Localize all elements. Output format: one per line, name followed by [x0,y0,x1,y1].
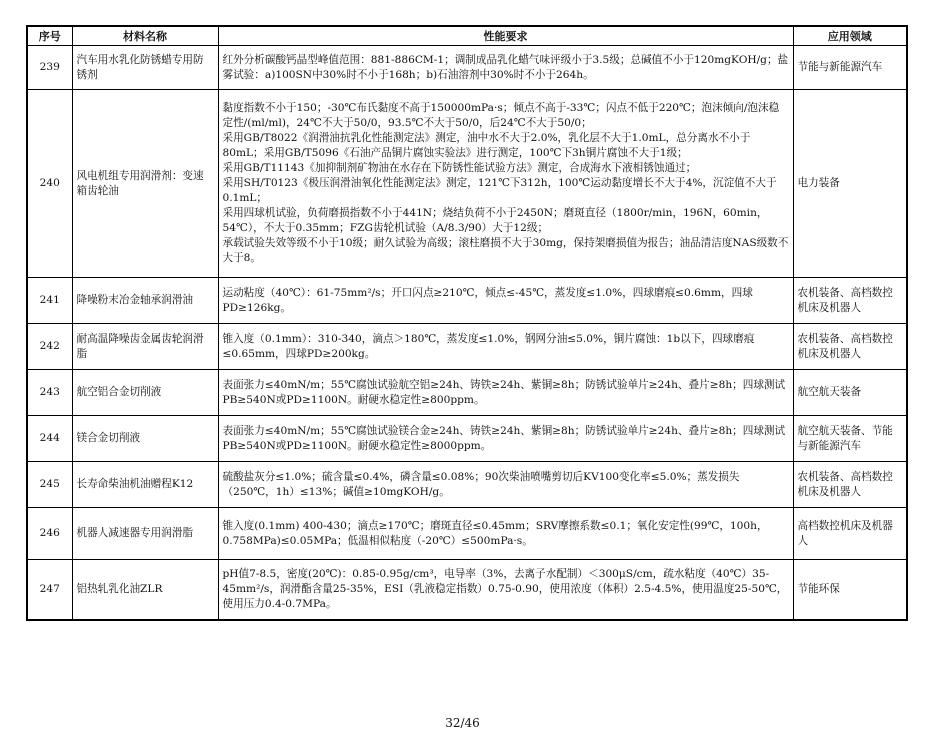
row-requirements: 黏度指数不小于150；-30℃布氏黏度不高于150000mPa·s；倾点不高于-33℃；闪点不低于220℃；泡沫倾向/泡沫稳定性/(ml/ml)，24℃不大于50/0，93.5℃不大于50/0，后24℃不大于50/0； 采用GB/T8022《润滑油抗乳化性能测定法》测定，油中水不大于2.0%，乳化层不大于1.0mL，总分离水不小于80mL；采用GB/T5096《石油产品铜片腐蚀实验法》进行测定，100℃下3h铜片腐蚀不大于1级； 采用GB/T11143《加抑制剂矿物油在水存在下防锈性能试验方法》测定，合成海水下液相锈蚀通过； 采用SH/T0123《极压润滑油氧化性能测定法》测定，121℃下312h，100℃运动黏度增长不大于4%，沉淀值不大于0.1mL； 采用四球机试验，负荷磨损指数不小于441N；烧结负荷不小于2450N；磨斑直径（1800r/min，196N，60min，54℃），不大于0.35mm；FZG齿轮机试验（A/8.3/90）大于12级； 承载试验失效等级不小于10级；耐久试验为高级；滚柱磨损不大于30mg，保持架磨损值为报告；油品清洁度NAS级数不大于8。 [218,90,793,278]
row-serial-number: 239 [27,46,72,90]
table-row [27,462,907,508]
row-application-domain: 高档数控机床及机器人 [793,508,907,560]
row-material-name: 耐高温降噪齿金属齿轮润滑脂 [72,324,218,370]
row-serial-number: 247 [27,560,72,620]
table-row [27,90,907,278]
row-application-domain: 节能与新能源汽车 [793,46,907,90]
row-material-name: 机器人减速器专用润滑脂 [72,508,218,560]
row-requirements: 硫酸盐灰分≤1.0%；硫含量≤0.4%，磷含量≤0.08%；90次柴油喷嘴剪切后KV100变化率≤5.0%；蒸发损失（250℃，1h）≤13%；碱值≥10mgKOH/g。 [218,462,793,508]
row-requirements: 红外分析碳酸钙晶型峰值范围：881-886CM-1；调制成品乳化蜡气味评级小于3.5级；总碱值不小于120mgKOH/g；盐雾试验：a)100SN中30%时不小于168h；b)石油溶剂中30%时不小于264h。 [218,46,793,90]
header-performance-requirements: 性能要求 [218,26,793,46]
table-row [27,416,907,462]
row-requirements: 运动粘度（40℃）：61-75mm²/s；开口闪点≥210℃，倾点≤-45℃，蒸发度≤1.0%，四球磨痕≤0.6mm，四球PD≥126kg。 [218,278,793,324]
row-material-name: 航空铝合金切削液 [72,370,218,416]
row-material-name: 铝热轧乳化油ZLR [72,560,218,620]
row-serial-number: 244 [27,416,72,462]
row-material-name: 风电机组专用润滑剂：变速箱齿轮油 [72,90,218,278]
row-material-name: 降噪粉末冶金轴承润滑油 [72,278,218,324]
table-row [27,370,907,416]
table-row [27,560,907,620]
row-application-domain: 农机装备、高档数控机床及机器人 [793,462,907,508]
row-material-name: 镁合金切削液 [72,416,218,462]
header-application-domain: 应用领域 [793,26,907,46]
row-serial-number: 243 [27,370,72,416]
header-material-name: 材料名称 [72,26,218,46]
row-serial-number: 241 [27,278,72,324]
row-material-name: 汽车用水乳化防锈蜡专用防锈剂 [72,46,218,90]
row-application-domain: 航空航天装备 [793,370,907,416]
table-row [27,46,907,90]
row-requirements: pH值7-8.5，密度(20℃)：0.85-0.95g/cm³，电导率（3%，去离子水配制）＜300μS/cm，疏水粘度（40℃）35-45mm²/s，润滑酯含量25-35%，ESI（乳液稳定指数）0.75-0.90，使用浓度（体积）2.5-4.5%，使用温度25-50℃，使用压力0.4-0.7MPa。 [218,560,793,620]
row-requirements: 锥入度(0.1mm) 400-430；滴点≥170℃；磨斑直径≤0.45mm；SRV摩擦系数≤0.1；氧化安定性(99℃，100h，0.758MPa)≤0.05MPa；低温相似粘度（-20℃）≤500mPa·s。 [218,508,793,560]
row-serial-number: 245 [27,462,72,508]
row-application-domain: 农机装备、高档数控机床及机器人 [793,324,907,370]
header-serial-number: 序号 [27,26,72,46]
row-serial-number: 246 [27,508,72,560]
materials-table [26,25,908,621]
table-header-row [27,26,907,46]
table-row [27,324,907,370]
row-application-domain: 电力装备 [793,90,907,278]
row-material-name: 长寿命柴油机油赠程K12 [72,462,218,508]
row-application-domain: 农机装备、高档数控机床及机器人 [793,278,907,324]
row-requirements: 表面张力≤40mN/m；55℃腐蚀试验镁合金≥24h、铸铁≥24h、紫铜≥8h；防锈试验单片≥24h、叠片≥8h；四球测试PB≥540N或PD≥1100N。耐硬水稳定性≥8000ppm。 [218,416,793,462]
row-requirements: 表面张力≤40mN/m；55℃腐蚀试验航空铝≥24h、铸铁≥24h、紫铜≥8h；防锈试验单片≥24h、叠片≥8h；四球测试PB≥540N或PD≥1100N。耐硬水稳定性≥800ppm。 [218,370,793,416]
row-serial-number: 240 [27,90,72,278]
row-requirements: 锥入度（0.1mm）：310-340，滴点＞180℃，蒸发度≤1.0%，钢网分油≤5.0%，铜片腐蚀：1b以下，四球磨痕≤0.65mm，四球PD≥200kg。 [218,324,793,370]
page-number: 32/46 [445,716,480,730]
table-row [27,508,907,560]
row-application-domain: 航空航天装备、节能与新能源汽车 [793,416,907,462]
row-application-domain: 节能环保 [793,560,907,620]
table-row [27,278,907,324]
row-serial-number: 242 [27,324,72,370]
